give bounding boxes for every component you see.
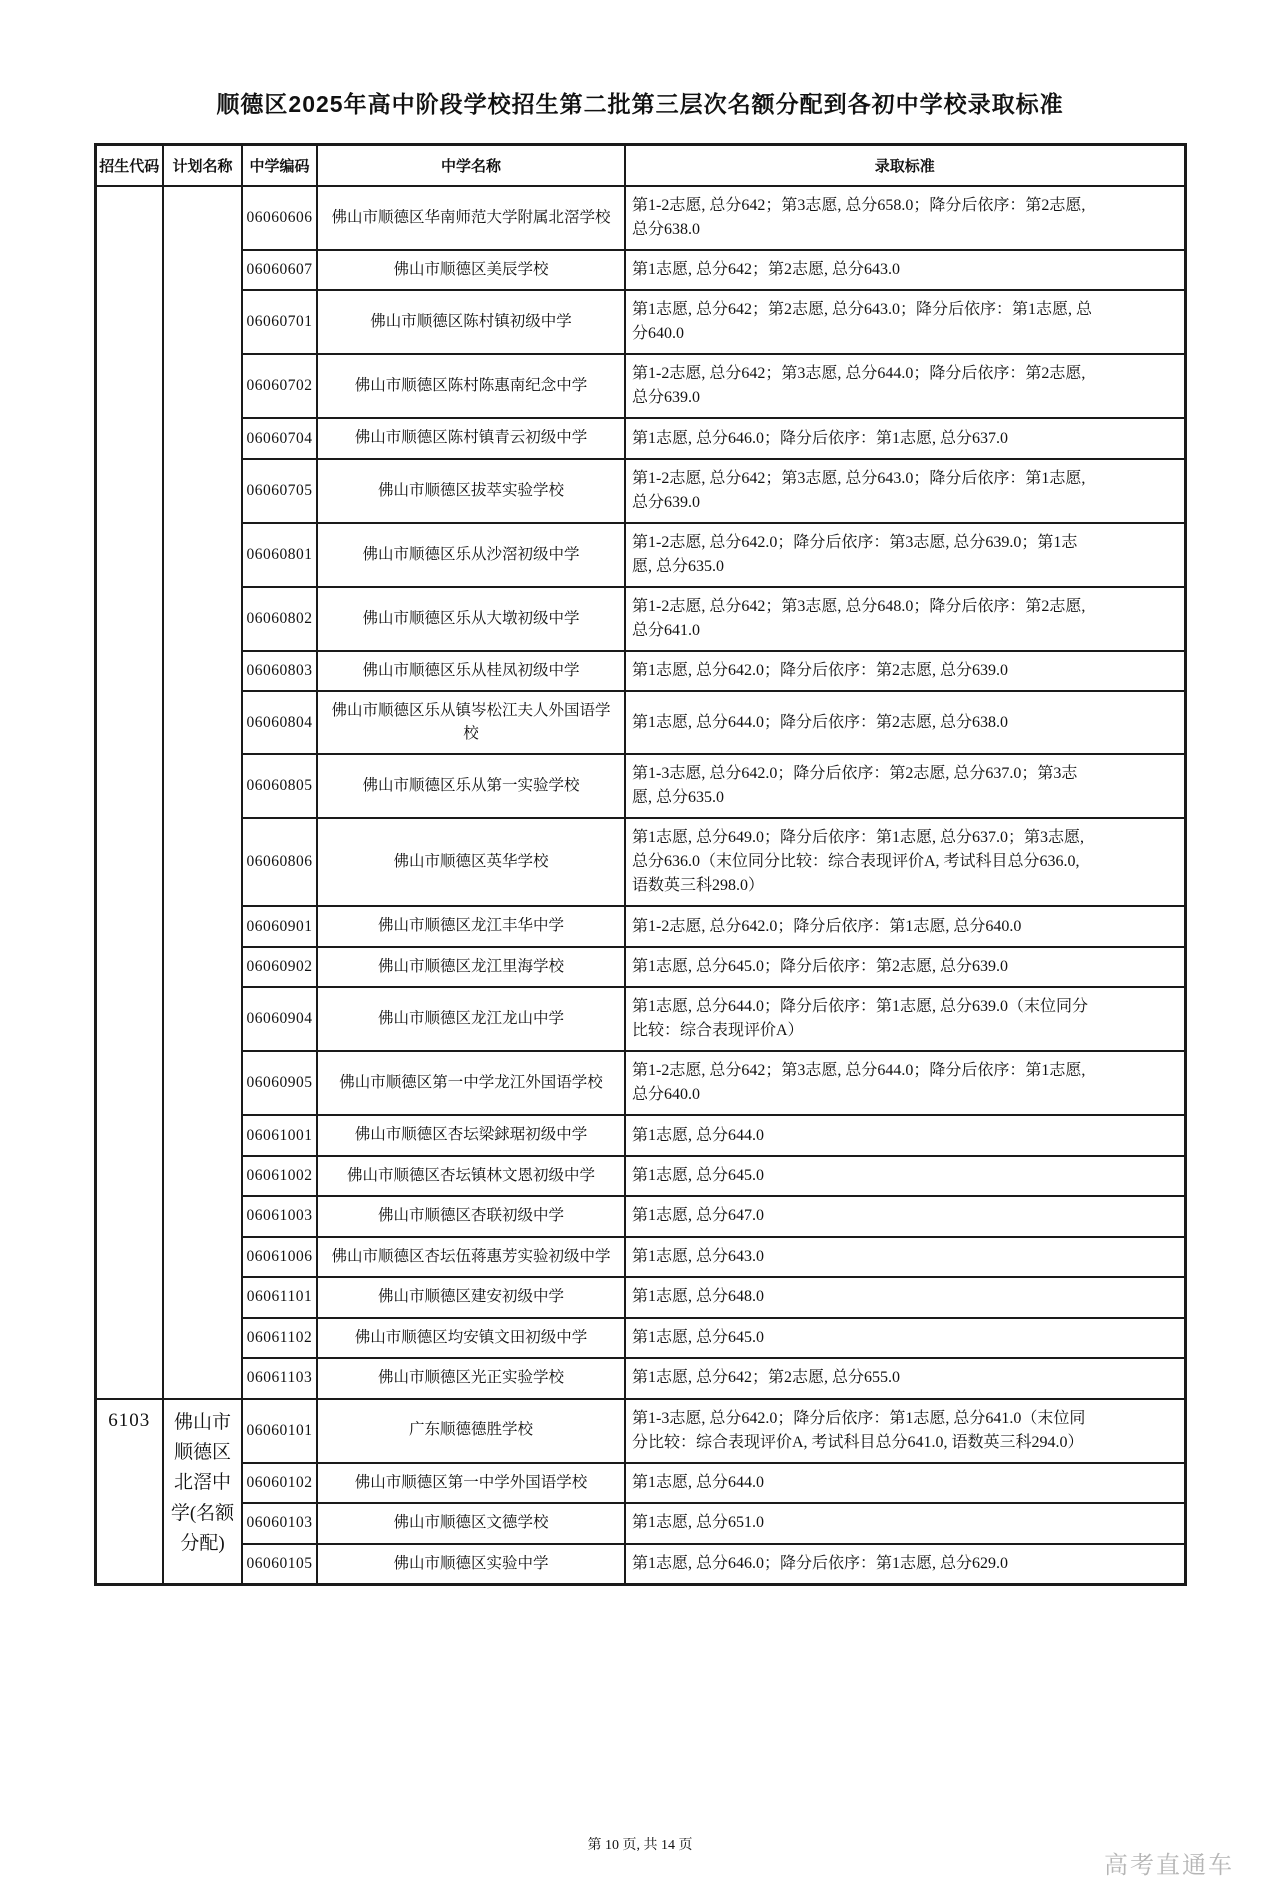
school-name-cell: 佛山市顺德区乐从镇岑松江夫人外国语学校 bbox=[317, 691, 625, 754]
table-row bbox=[95, 523, 1185, 587]
header-row bbox=[95, 145, 1185, 187]
admission-standard-cell: 第1-3志愿, 总分642.0；降分后依序：第2志愿, 总分637.0；第3志愿, 总分635.0 bbox=[625, 754, 1185, 818]
table-row bbox=[95, 1358, 1185, 1398]
admission-standard-cell: 第1志愿, 总分648.0 bbox=[625, 1277, 1185, 1317]
admission-standard-cell: 第1-3志愿, 总分642.0；降分后依序：第1志愿, 总分641.0（末位同分比较：综合表现评价A, 考试科目总分641.0, 语数英三科294.0） bbox=[625, 1399, 1185, 1463]
school-name-cell: 佛山市顺德区乐从沙滘初级中学 bbox=[317, 523, 625, 587]
school-name-cell: 佛山市顺德区文德学校 bbox=[317, 1503, 625, 1543]
school-code-cell: 06061001 bbox=[242, 1115, 317, 1155]
school-code-cell: 06060805 bbox=[242, 754, 317, 818]
table-row bbox=[95, 1196, 1185, 1236]
table-row bbox=[95, 651, 1185, 691]
school-code-cell: 06060801 bbox=[242, 523, 317, 587]
table-row bbox=[95, 1051, 1185, 1115]
school-code-cell: 06061002 bbox=[242, 1156, 317, 1196]
school-name-cell: 佛山市顺德区杏坛梁銶琚初级中学 bbox=[317, 1115, 625, 1155]
school-name-cell: 佛山市顺德区建安初级中学 bbox=[317, 1277, 625, 1317]
admission-standard-cell: 第1-2志愿, 总分642；第3志愿, 总分644.0；降分后依序：第2志愿, 总分639.0 bbox=[625, 354, 1185, 418]
admission-standard-cell: 第1志愿, 总分647.0 bbox=[625, 1196, 1185, 1236]
school-code-cell: 06061003 bbox=[242, 1196, 317, 1236]
table-row bbox=[95, 906, 1185, 946]
admission-standards-table bbox=[94, 143, 1187, 1586]
table-row bbox=[95, 1399, 1185, 1463]
school-code-cell: 06061102 bbox=[242, 1318, 317, 1358]
admission-standard-cell: 第1志愿, 总分642；第2志愿, 总分643.0 bbox=[625, 250, 1185, 290]
school-code-cell: 06060803 bbox=[242, 651, 317, 691]
school-name-cell: 佛山市顺德区龙江丰华中学 bbox=[317, 906, 625, 946]
table-row bbox=[95, 250, 1185, 290]
table-row bbox=[95, 418, 1185, 458]
admission-standard-cell: 第1-2志愿, 总分642；第3志愿, 总分648.0；降分后依序：第2志愿, 总分641.0 bbox=[625, 587, 1185, 651]
school-code-cell: 06060105 bbox=[242, 1544, 317, 1585]
admission-standard-cell: 第1志愿, 总分645.0；降分后依序：第2志愿, 总分639.0 bbox=[625, 947, 1185, 987]
school-code-cell: 06060705 bbox=[242, 459, 317, 523]
admission-standard-cell: 第1志愿, 总分645.0 bbox=[625, 1156, 1185, 1196]
table-row bbox=[95, 1237, 1185, 1277]
table-row bbox=[95, 587, 1185, 651]
admission-standard-cell: 第1志愿, 总分642.0；降分后依序：第2志愿, 总分639.0 bbox=[625, 651, 1185, 691]
page-title: 顺德区2025年高中阶段学校招生第二批第三层次名额分配到各初中学校录取标准 bbox=[216, 91, 1064, 117]
school-name-cell: 佛山市顺德区均安镇文田初级中学 bbox=[317, 1318, 625, 1358]
section-admission-code-cell bbox=[95, 186, 163, 1399]
table-row bbox=[95, 459, 1185, 523]
school-name-cell: 佛山市顺德区杏联初级中学 bbox=[317, 1196, 625, 1236]
school-code-cell: 06061103 bbox=[242, 1358, 317, 1398]
school-code-cell: 06060802 bbox=[242, 587, 317, 651]
table-row bbox=[95, 1277, 1185, 1317]
table-row bbox=[95, 290, 1185, 354]
school-code-cell: 06060901 bbox=[242, 906, 317, 946]
admission-standard-cell: 第1志愿, 总分644.0；降分后依序：第1志愿, 总分639.0（末位同分比较：综合表现评价A） bbox=[625, 987, 1185, 1051]
school-name-cell: 佛山市顺德区拔萃实验学校 bbox=[317, 459, 625, 523]
school-name-cell: 佛山市顺德区乐从桂凤初级中学 bbox=[317, 651, 625, 691]
admission-standard-cell: 第1志愿, 总分645.0 bbox=[625, 1318, 1185, 1358]
school-name-cell: 佛山市顺德区乐从大墩初级中学 bbox=[317, 587, 625, 651]
school-code-cell: 06060905 bbox=[242, 1051, 317, 1115]
school-code-cell: 06060607 bbox=[242, 250, 317, 290]
table-row bbox=[95, 186, 1185, 250]
admission-standard-cell: 第1-2志愿, 总分642；第3志愿, 总分658.0；降分后依序：第2志愿, 总分638.0 bbox=[625, 186, 1185, 250]
school-name-cell: 佛山市顺德区陈村陈惠南纪念中学 bbox=[317, 354, 625, 418]
admission-standard-cell: 第1志愿, 总分644.0 bbox=[625, 1115, 1185, 1155]
admission-standard-cell: 第1志愿, 总分644.0 bbox=[625, 1463, 1185, 1503]
school-name-cell: 佛山市顺德区实验中学 bbox=[317, 1544, 625, 1585]
school-name-cell: 佛山市顺德区第一中学龙江外国语学校 bbox=[317, 1051, 625, 1115]
admission-standard-cell: 第1-2志愿, 总分642.0；降分后依序：第3志愿, 总分639.0；第1志愿, 总分635.0 bbox=[625, 523, 1185, 587]
school-name-cell: 佛山市顺德区杏坛镇林文恩初级中学 bbox=[317, 1156, 625, 1196]
school-name-cell: 佛山市顺德区美辰学校 bbox=[317, 250, 625, 290]
table-body bbox=[95, 186, 1185, 1584]
column-header-school-name: 中学名称 bbox=[317, 145, 625, 187]
school-name-cell: 佛山市顺德区第一中学外国语学校 bbox=[317, 1463, 625, 1503]
admission-standard-cell: 第1志愿, 总分644.0；降分后依序：第2志愿, 总分638.0 bbox=[625, 691, 1185, 754]
school-code-cell: 06060704 bbox=[242, 418, 317, 458]
admission-standard-cell: 第1-2志愿, 总分642；第3志愿, 总分644.0；降分后依序：第1志愿, 总分640.0 bbox=[625, 1051, 1185, 1115]
school-name-cell: 佛山市顺德区龙江龙山中学 bbox=[317, 987, 625, 1051]
table-row bbox=[95, 1115, 1185, 1155]
school-code-cell: 06060804 bbox=[242, 691, 317, 754]
admission-standard-cell: 第1志愿, 总分642；第2志愿, 总分655.0 bbox=[625, 1358, 1185, 1398]
school-name-cell: 佛山市顺德区陈村镇初级中学 bbox=[317, 290, 625, 354]
admission-standard-cell: 第1-2志愿, 总分642.0；降分后依序：第1志愿, 总分640.0 bbox=[625, 906, 1185, 946]
school-code-cell: 06060702 bbox=[242, 354, 317, 418]
admission-standard-cell: 第1志愿, 总分651.0 bbox=[625, 1503, 1185, 1543]
school-code-cell: 06060806 bbox=[242, 818, 317, 906]
school-code-cell: 06060102 bbox=[242, 1463, 317, 1503]
admission-standard-cell: 第1志愿, 总分646.0；降分后依序：第1志愿, 总分637.0 bbox=[625, 418, 1185, 458]
admission-standard-cell: 第1-2志愿, 总分642；第3志愿, 总分643.0；降分后依序：第1志愿, 总分639.0 bbox=[625, 459, 1185, 523]
table-row bbox=[95, 1503, 1185, 1543]
school-code-cell: 06061006 bbox=[242, 1237, 317, 1277]
table-row bbox=[95, 947, 1185, 987]
school-code-cell: 06060606 bbox=[242, 186, 317, 250]
school-code-cell: 06060101 bbox=[242, 1399, 317, 1463]
table-header-row bbox=[95, 145, 1185, 187]
table-row bbox=[95, 1156, 1185, 1196]
school-name-cell: 佛山市顺德区光正实验学校 bbox=[317, 1358, 625, 1398]
section-admission-code-cell: 6103 bbox=[95, 1399, 163, 1585]
school-name-cell: 佛山市顺德区英华学校 bbox=[317, 818, 625, 906]
school-code-cell: 06060103 bbox=[242, 1503, 317, 1543]
school-code-cell: 06060904 bbox=[242, 987, 317, 1051]
admission-standard-cell: 第1志愿, 总分649.0；降分后依序：第1志愿, 总分637.0；第3志愿, 总分636.0（末位同分比较：综合表现评价A, 考试科目总分636.0, 语数英三科298.0） bbox=[625, 818, 1185, 906]
table-row bbox=[95, 1463, 1185, 1503]
school-name-cell: 佛山市顺德区杏坛伍蒋惠芳实验初级中学 bbox=[317, 1237, 625, 1277]
table-row bbox=[95, 818, 1185, 906]
school-name-cell: 佛山市顺德区龙江里海学校 bbox=[317, 947, 625, 987]
column-header-admission-code: 招生代码 bbox=[95, 145, 163, 187]
table-row bbox=[95, 1318, 1185, 1358]
page-number: 第 10 页, 共 14 页 bbox=[587, 1838, 693, 1853]
admission-standard-cell: 第1志愿, 总分642；第2志愿, 总分643.0；降分后依序：第1志愿, 总分640.0 bbox=[625, 290, 1185, 354]
watermark: 高考直通车 bbox=[1104, 1853, 1234, 1879]
school-code-cell: 06061101 bbox=[242, 1277, 317, 1317]
admission-standard-cell: 第1志愿, 总分646.0；降分后依序：第1志愿, 总分629.0 bbox=[625, 1544, 1185, 1585]
table-row bbox=[95, 1544, 1185, 1585]
admission-standard-cell: 第1志愿, 总分643.0 bbox=[625, 1237, 1185, 1277]
table-row bbox=[95, 354, 1185, 418]
section-plan-name-cell: 佛山市顺德区北滘中学(名额分配) bbox=[163, 1399, 242, 1585]
school-code-cell: 06060902 bbox=[242, 947, 317, 987]
table-row bbox=[95, 987, 1185, 1051]
school-name-cell: 佛山市顺德区陈村镇青云初级中学 bbox=[317, 418, 625, 458]
school-name-cell: 广东顺德德胜学校 bbox=[317, 1399, 625, 1463]
school-code-cell: 06060701 bbox=[242, 290, 317, 354]
school-name-cell: 佛山市顺德区华南师范大学附属北滘学校 bbox=[317, 186, 625, 250]
column-header-plan-name: 计划名称 bbox=[163, 145, 242, 187]
table-row bbox=[95, 691, 1185, 754]
column-header-school-code: 中学编码 bbox=[242, 145, 317, 187]
section-plan-name-cell bbox=[163, 186, 242, 1399]
table-row bbox=[95, 754, 1185, 818]
school-name-cell: 佛山市顺德区乐从第一实验学校 bbox=[317, 754, 625, 818]
column-header-standard: 录取标准 bbox=[625, 145, 1185, 187]
